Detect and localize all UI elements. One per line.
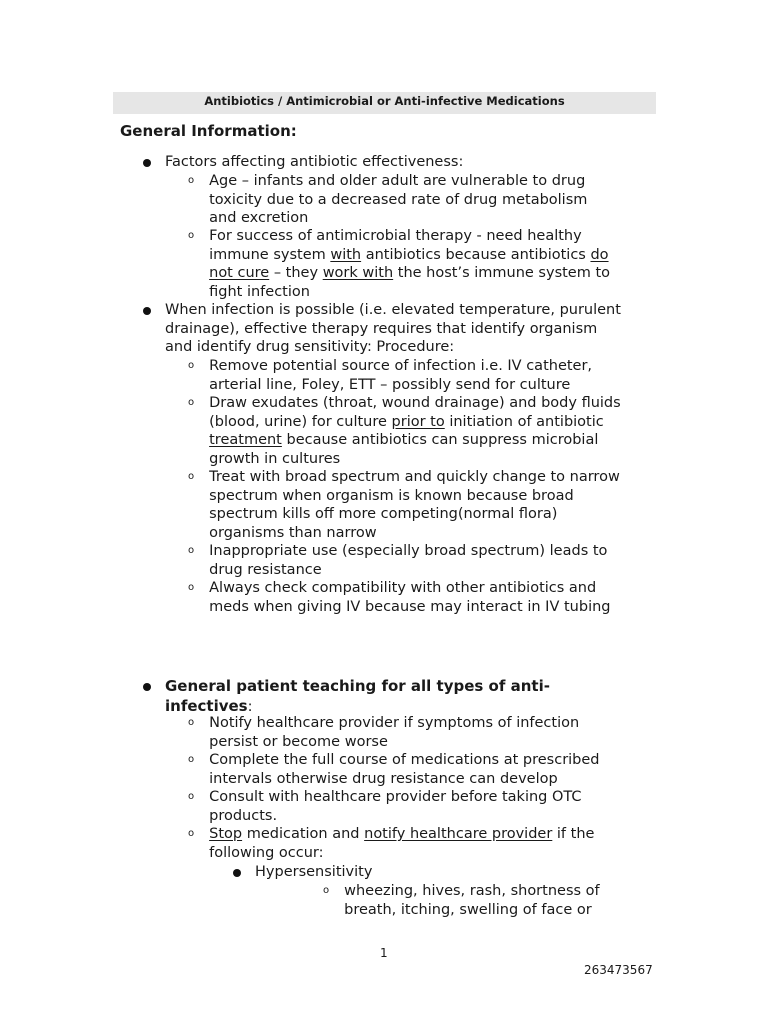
circle-bullet-icon: o — [188, 175, 195, 186]
bullet-icon — [233, 869, 241, 877]
bullet-icon — [143, 307, 151, 315]
page-number: 1 — [380, 946, 388, 960]
circle-bullet-icon: o — [188, 471, 195, 482]
document-title: Antibiotics / Antimicrobial or Anti-infective Medications — [113, 92, 656, 114]
circle-bullet-icon: o — [188, 397, 195, 408]
list-item: o Complete the full course of medications at prescribed intervals otherwise drug resistance can develop — [188, 752, 600, 787]
circle-bullet-icon: o — [188, 791, 195, 802]
list-item: o Treat with broad spectrum and quickly change to narrow spectrum when organism is known because broad spectrum kills off more competing(normal flora) organisms than narrow — [188, 469, 620, 541]
list-item: o Age – infants and older adult are vulnerable to drug toxicity due to a decreased rate of drug metabolism and excretion — [188, 173, 588, 226]
bullet-icon — [143, 683, 151, 691]
list-item: o Remove potential source of infection i.e. IV catheter, arterial line, Foley, ETT – possibly send for culture — [188, 358, 593, 393]
list-item: When infection is possible (i.e. elevated temperature, purulent drainage), effective therapy requires that identify organism and identify drug sensitivity: Procedure: — [143, 301, 633, 357]
list-item: o For success of antimicrobial therapy - need healthy immune system with antibiotics because antibiotics do not cure – they work with the host’s immune system to fight infection — [188, 228, 611, 300]
document-id: 263473567 — [584, 963, 653, 977]
list-item: o Always check compatibility with other antibiotics and meds when giving IV because may interact in IV tubing — [188, 580, 611, 615]
list-item: o Notify healthcare provider if symptoms of infection persist or become worse — [188, 715, 580, 750]
bullet-icon — [143, 159, 151, 167]
list-item: o Inappropriate use (especially broad spectrum) leads to drug resistance — [188, 543, 608, 578]
circle-bullet-icon: o — [188, 754, 195, 765]
circle-bullet-icon: o — [188, 582, 195, 593]
list-item: o Consult with healthcare provider before taking OTC products. — [188, 789, 582, 824]
circle-bullet-icon: o — [188, 545, 195, 556]
list-item: o wheezing, hives, rash, shortness of breath, itching, swelling of face or — [323, 883, 600, 918]
circle-bullet-icon: o — [188, 717, 195, 728]
list-item: Factors affecting antibiotic effectiveness: — [143, 153, 643, 172]
list-item: o Stop medication and notify healthcare provider if the following occur: — [188, 826, 595, 861]
list-item: General patient teaching for all types of anti-infectives: — [143, 677, 623, 716]
circle-bullet-icon: o — [188, 828, 195, 839]
list-item: Hypersensitivity — [233, 863, 533, 882]
section-heading: General Information: — [120, 122, 297, 140]
list-item: o Draw exudates (throat, wound drainage) and body fluids (blood, urine) for culture prior to initiation of antibiotic treatment because antibiotics can suppress microbial growth in cultures — [188, 395, 621, 467]
circle-bullet-icon: o — [188, 360, 195, 371]
circle-bullet-icon: o — [188, 230, 195, 241]
circle-bullet-icon: o — [323, 885, 330, 896]
